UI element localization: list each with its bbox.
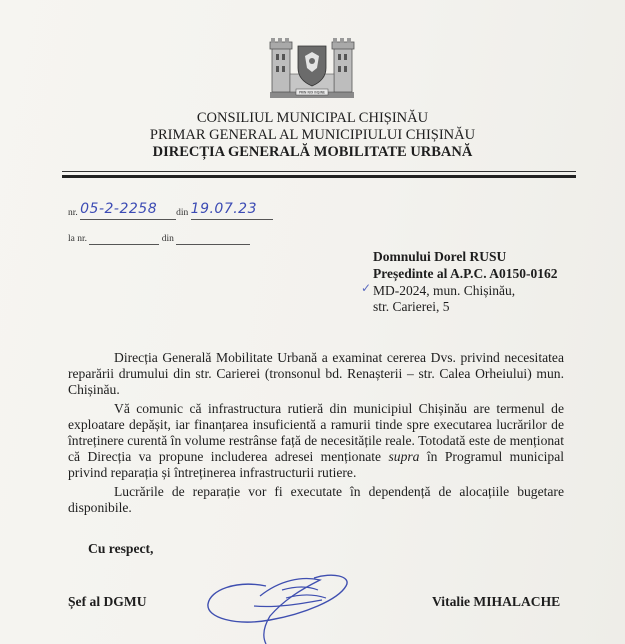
outgoing-reference [68,203,273,220]
la-din-label: din [161,234,174,244]
signer-name: Vitalie MIHALACHE [432,594,561,609]
header-divider-thin [62,171,576,172]
closing-greeting: Cu respect, [88,541,154,556]
header-directorate: DIRECȚIA GENERALĂ MOBILITATE URBANĂ [152,144,473,160]
emphasis-supra: supra [388,449,420,464]
header-mayor: PRIMAR GENERAL AL MUNICIPIULUI CHIȘINĂU [149,127,476,143]
reference-date: 19.07.23 [190,201,257,217]
header-council: CONSILIUL MUNICIPAL CHIȘINĂU [196,110,429,126]
recipient-name: Domnului Dorel RUSU [373,249,507,264]
handwritten-signature [196,556,364,644]
recipient-city: MD-2024, mun. Chișinău, [373,283,516,298]
reference-number: 05-2-2258 [80,201,158,217]
incoming-reference [68,234,250,245]
body-paragraph-1: Direcția Generală Mobilitate Urbană a examinat cererea Dvs. privind necesitatea reparării drumului din str. Carierei (tronsonul bd. Renașterii – str. Calea Orheiului) mun. Chișinău. [68,350,564,397]
din-label: din [176,208,189,218]
crest-banner-text: PRIN NOI INȘINE [298,90,326,95]
nr-label: nr. [68,208,78,218]
body-paragraph-3: Lucrările de reparație vor fi executate în dependență de alocațiile bugetare disponibile. [68,484,564,515]
signer-role: Șef al DGMU [68,594,147,609]
la-nr-label: la nr. [68,234,87,244]
header-divider-thick [62,175,576,178]
chisinau-coat-of-arms-logo [266,34,358,104]
body-paragraph-2: Vă comunic că infrastructura rutieră din municipiul Chișinău are termenul de exploatare depășit, iar finanțarea insuficientă a ramurii tinde spre executarea lucrărilor de întreținere curentă în volume restrânse față de necesitățile reale. Totodată este de menționat că Direcția va propune includerea adresei menționate supra în Programul municipal privind reparația și întreținerea infrastructurii rutiere. [68,401,565,480]
recipient-title: Președinte al A.P.C. A0150-0162 [373,266,558,281]
recipient-street: str. Carierei, 5 [373,299,450,314]
check-mark-icon: ✓ [361,281,372,295]
